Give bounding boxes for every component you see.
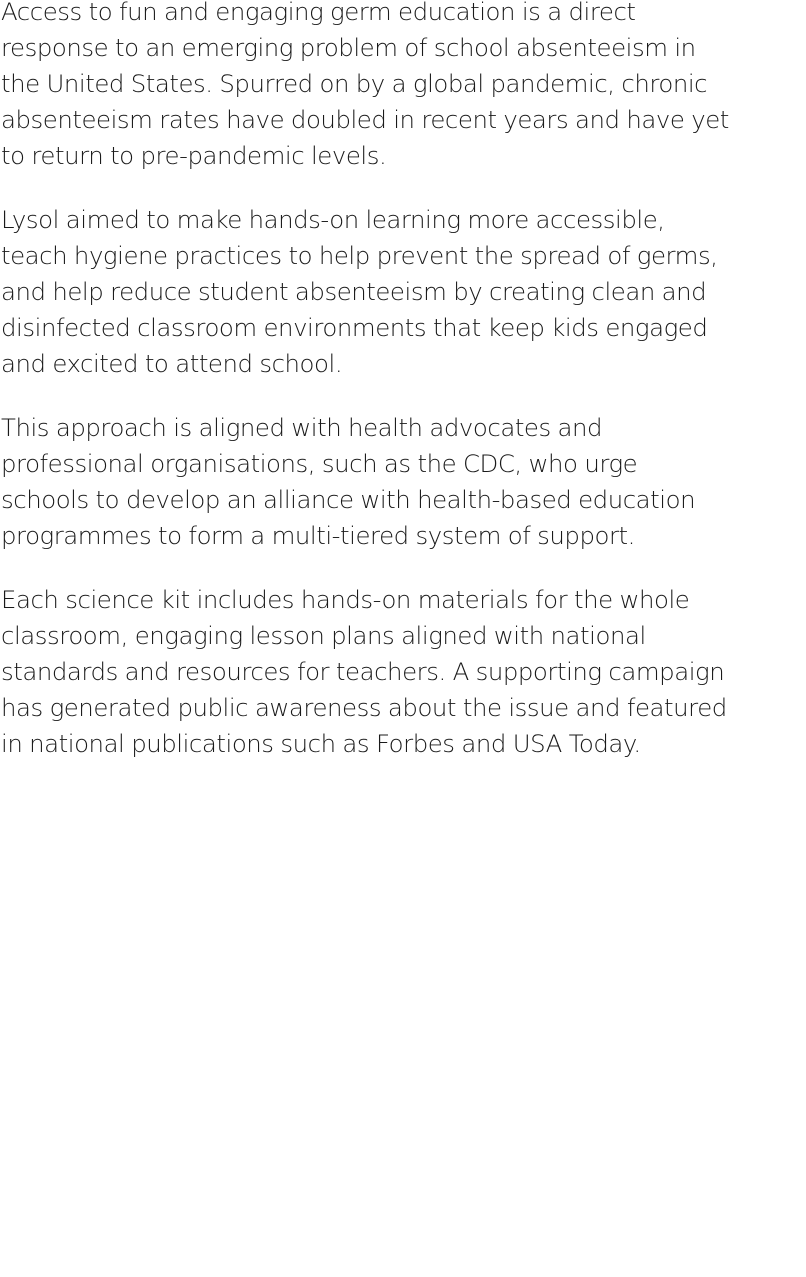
paragraph-line: disinfected classroom environments that keep kids engaged — [1, 313, 708, 342]
paragraph-line: classroom, engaging lesson plans aligned with national — [1, 621, 646, 650]
paragraph-line: to return to pre-pandemic levels. — [1, 141, 387, 170]
paragraph-line: teach hygiene practices to help prevent the spread of germs, — [1, 241, 718, 270]
paragraph-line: standards and resources for teachers. A supporting campaign — [1, 657, 725, 686]
paragraph-line: This approach is aligned with health advocates and — [1, 413, 603, 442]
paragraph-line: schools to develop an alliance with health-based education — [1, 485, 696, 514]
paragraph-absenteeism-problem — [1, 0, 801, 174]
paragraph-line: Access to fun and engaging germ education is a direct — [1, 0, 636, 26]
paragraph-line: the United States. Spurred on by a global pandemic, chronic — [1, 69, 708, 98]
paragraph-health-advocates — [1, 410, 801, 554]
paragraph-line: has generated public awareness about the issue and featured — [1, 693, 727, 722]
paragraph-line: programmes to form a multi-tiered system of support. — [1, 521, 635, 550]
paragraph-line: in national publications such as Forbes and USA Today. — [1, 729, 641, 758]
paragraph-line: response to an emerging problem of school absenteeism in — [1, 33, 696, 62]
paragraph-line: absenteeism rates have doubled in recent years and have yet — [1, 105, 729, 134]
paragraph-line: Lysol aimed to make hands-on learning more accessible, — [1, 205, 665, 234]
paragraph-science-kit — [1, 582, 801, 762]
paragraph-line: and help reduce student absenteeism by creating clean and — [1, 277, 707, 306]
paragraph-line: and excited to attend school. — [1, 349, 343, 378]
paragraph-line: professional organisations, such as the CDC, who urge — [1, 449, 638, 478]
paragraph-line: Each science kit includes hands-on materials for the whole — [1, 585, 690, 614]
article-body — [1, 0, 801, 790]
paragraph-lysol-aim — [1, 202, 801, 382]
